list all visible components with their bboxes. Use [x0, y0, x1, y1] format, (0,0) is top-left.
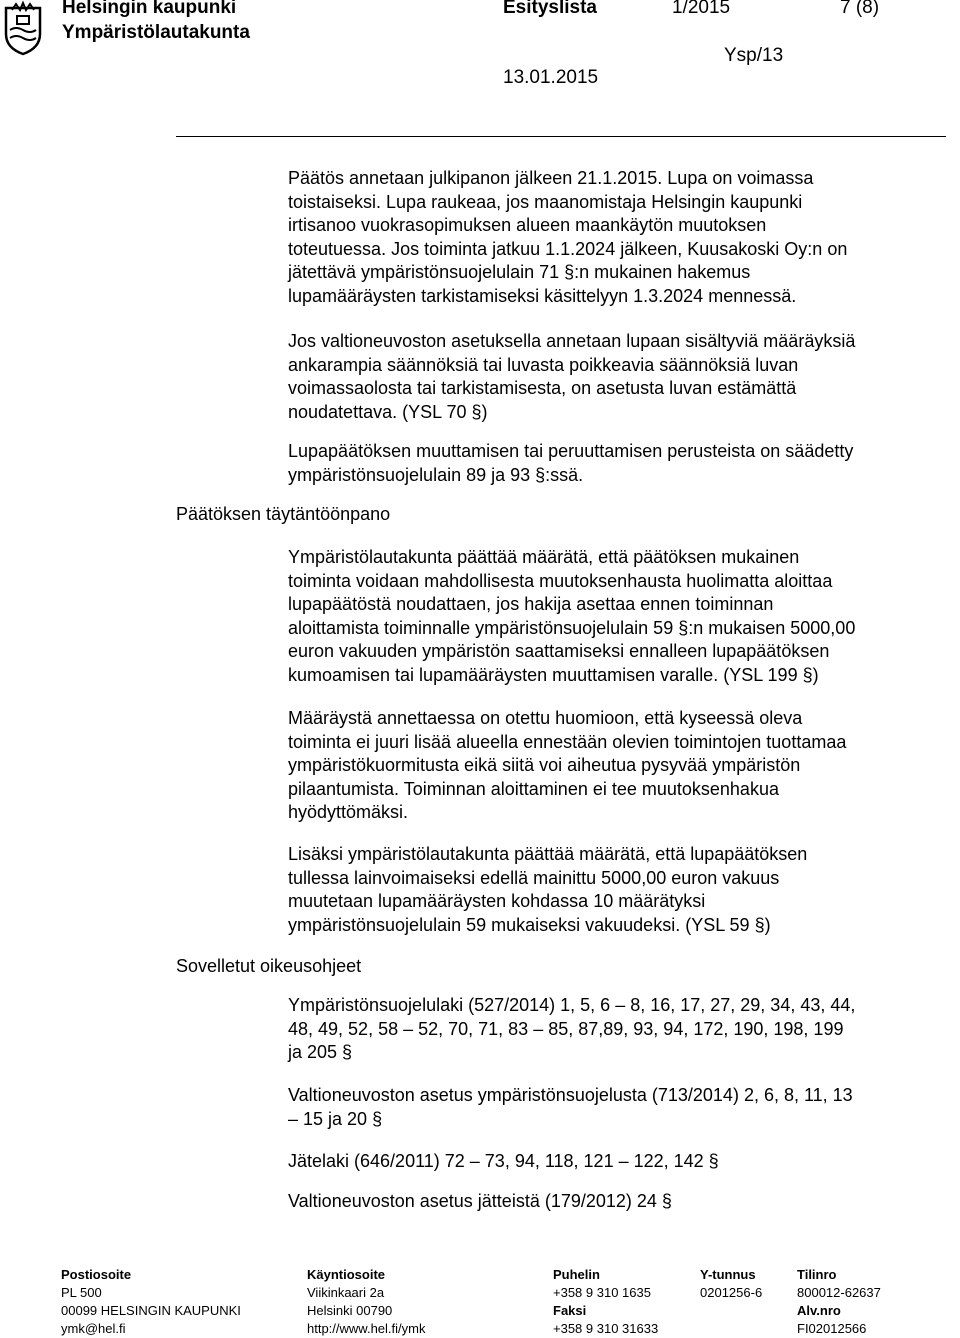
text-line: toistaiseksi. Lupa raukeaa, jos maanomistaja Helsingin kaupunki — [288, 191, 803, 212]
footer-label: Käyntiosoite — [307, 1267, 386, 1282]
paragraph-government-decree — [288, 330, 948, 424]
text-line: ankarampia säännöksiä tai luvasta poikkeavia säännöksiä luvan — [288, 354, 799, 375]
text-line: euron vakuuden ympäristön saattamiseksi ennalleen lupapäätöksen — [288, 641, 830, 661]
paragraph-considerations — [288, 707, 948, 825]
footer-visiting-address — [307, 1266, 425, 1338]
text-line: voimassaolosta tai tarkistamisesta, on asetusta luvan estämättä — [288, 378, 797, 398]
footer-label: Alv.nro — [797, 1303, 841, 1318]
paragraph-law-environmental-protection — [288, 994, 948, 1065]
text-line: aloittamista toiminnalle ympäristönsuojelulain 59 §:n mukaisen 5000,00 — [288, 617, 856, 638]
footer-phone — [553, 1266, 658, 1338]
text-line: jätettävä ympäristönsuojelulain 71 §:n mukainen hakemus — [288, 262, 751, 282]
paragraph-enforcement-decision — [288, 546, 948, 687]
helsinki-crest-logo — [0, 0, 46, 56]
text-line: lupapäätöstä noudattaen, jos hakija asettaa ennen toiminnan — [288, 594, 774, 614]
board-name: Ympäristölautakunta — [62, 22, 250, 43]
text-line: – 15 ja 20 § — [288, 1108, 383, 1129]
text-line: muutetaan lupamääräysten kohdassa 10 määrätyksi — [288, 891, 706, 911]
footer-business-id — [700, 1266, 762, 1302]
footer-email: ymk@hel.fi — [61, 1321, 126, 1336]
text-line: Ympäristönsuojelulaki (527/2014) 1, 5, 6 – 8, 16, 17, 27, 29, 34, 43, 44, — [288, 995, 856, 1015]
text-line: toiminta voidaan mahdollisesta muutoksenhausta huolimatta aloittaa — [288, 570, 833, 591]
paragraph-waste-act — [288, 1150, 948, 1174]
footer-label: Tilinro — [797, 1267, 837, 1282]
text-line: 48, 49, 52, 58 – 52, 70, 71, 83 – 85, 87,89, 93, 94, 172, 190, 198, 199 — [288, 1018, 844, 1039]
footer-value: PL 500 — [61, 1285, 102, 1300]
footer-bank — [797, 1266, 881, 1338]
footer-value: Viikinkaari 2a — [307, 1285, 385, 1300]
footer-value: Helsinki 00790 — [307, 1303, 393, 1318]
sidebar-heading-legal: Sovelletut oikeusohjeet — [176, 956, 362, 976]
org-name: Helsingin kaupunki — [62, 0, 237, 18]
footer-value: 800012-62637 — [797, 1285, 881, 1300]
footer-value: 00099 HELSINGIN KAUPUNKI — [61, 1303, 241, 1318]
footer-label: Y-tunnus — [700, 1267, 756, 1282]
text-line: Määräystä annettaessa on otettu huomioon, että kyseessä oleva — [288, 708, 803, 728]
meeting-date: 13.01.2015 — [503, 67, 599, 88]
footer-postal-address — [61, 1266, 241, 1338]
footer-value: +358 9 310 31633 — [553, 1321, 659, 1336]
text-line: Ympäristölautakunta päättää määrätä, että päätöksen mukainen — [288, 547, 800, 567]
footer-value: +358 9 310 1635 — [553, 1285, 651, 1300]
paragraph-decree-environmental — [288, 1084, 948, 1131]
text-line: tullessa lainvoimaiseksi edellä mainittu 5000,00 euron vakuus — [288, 867, 780, 888]
text-line: lupamääräysten tarkistamiseksi käsittelyyn 1.3.2024 mennessä. — [288, 285, 797, 306]
header-divider — [176, 136, 946, 137]
paragraph-amendment — [288, 440, 948, 487]
paragraph-validity — [288, 167, 948, 308]
footer-website: http://www.hel.fi/ymk — [307, 1321, 426, 1336]
footer-value: 0201256-6 — [700, 1285, 763, 1300]
text-line: toteutuessa. Jos toiminta jatkuu 1.1.2024 jälkeen, Kuusakoski Oy:n on — [288, 238, 848, 259]
paragraph-security-deposit — [288, 843, 948, 937]
text-line: toiminta ei juuri lisää alueella ennestään olevien toimintojen tuottamaa — [288, 731, 847, 752]
text-line: Jätelaki (646/2011) 72 – 73, 94, 118, 121 – 122, 142 § — [288, 1151, 719, 1171]
text-line: ja 205 § — [288, 1042, 353, 1062]
text-line: noudatettava. (YSL 70 §) — [288, 401, 488, 422]
footer-label: Puhelin — [553, 1267, 600, 1282]
text-line: pilaantumista. Toiminnan aloittaminen ei tee muutoksenhakua — [288, 778, 779, 799]
footer-label: Postiosoite — [61, 1267, 132, 1282]
sidebar-heading-enforcement: Päätöksen täytäntöönpano — [176, 504, 391, 524]
text-line: hyödyttömäksi. — [288, 802, 409, 822]
text-line: Valtioneuvoston asetus ympäristönsuojelusta (713/2014) 2, 6, 8, 11, 13 — [288, 1085, 853, 1105]
text-line: kumoamisen tai lupamääräysten muuttamisen varalle. (YSL 199 §) — [288, 664, 819, 685]
text-line: ympäristönsuojelulain 59 mukaiseksi vakuudeksi. (YSL 59 §) — [288, 914, 771, 935]
page-number: 7 (8) — [840, 0, 880, 18]
footer-value: FI02012566 — [797, 1321, 867, 1336]
section-code: Ysp/13 — [724, 45, 784, 66]
text-line: ympäristökuormitusta eikä siitä voi aiheutua pysyvää ympäristön — [288, 755, 801, 775]
text-line: Päätös annetaan julkipanon jälkeen 21.1.2015. Lupa on voimassa — [288, 168, 814, 188]
text-line: ympäristönsuojelulain 89 ja 93 §:ssä. — [288, 464, 584, 485]
text-line: Valtioneuvoston asetus jätteistä (179/2012) 24 § — [288, 1191, 672, 1211]
text-line: Jos valtioneuvoston asetuksella annetaan lupaan sisältyviä määräyksiä — [288, 331, 856, 351]
text-line: Lupapäätöksen muuttamisen tai peruuttamisen perusteista on säädetty — [288, 441, 854, 461]
paragraph-waste-decree — [288, 1190, 948, 1214]
footer-label: Faksi — [553, 1303, 587, 1318]
issue-number: 1/2015 — [672, 0, 731, 18]
text-line: irtisanoo vuokrasopimuksen alueen maankäytön muutoksen — [288, 215, 767, 235]
text-line: Lisäksi ympäristölautakunta päättää määrätä, että lupapäätöksen — [288, 844, 808, 864]
doc-type: Esityslista — [503, 0, 597, 18]
